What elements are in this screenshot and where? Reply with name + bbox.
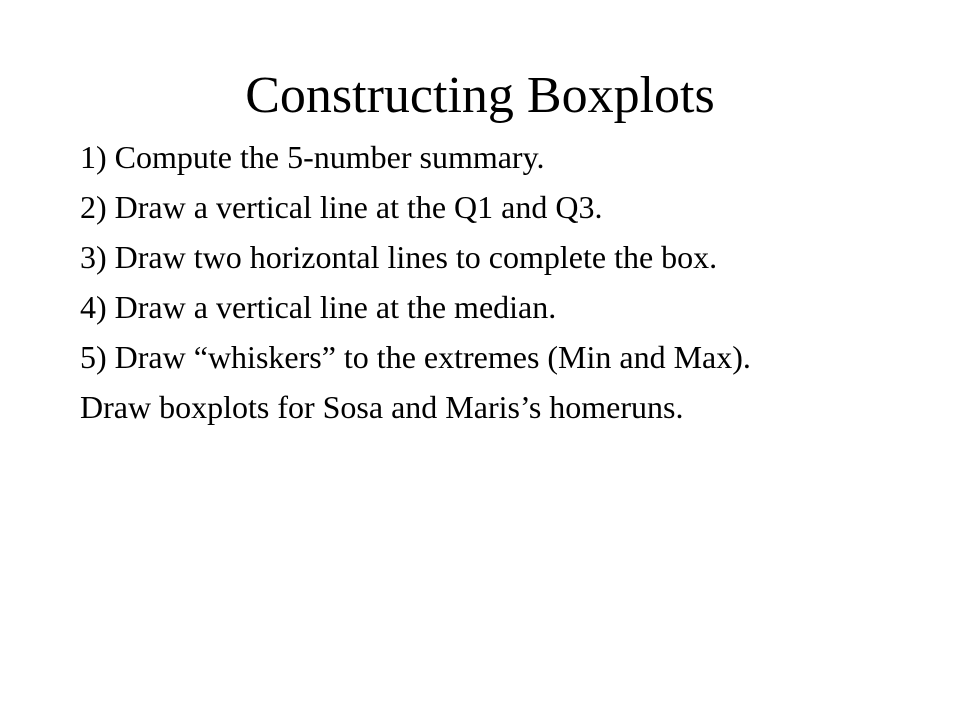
step-4: 4) Draw a vertical line at the median. (80, 289, 557, 325)
exercise-prompt: Draw boxplots for Sosa and Maris’s homeruns. (80, 389, 684, 425)
step-1: 1) Compute the 5-number summary. (80, 139, 545, 175)
step-3: 3) Draw two horizontal lines to complete the box. (80, 239, 718, 275)
step-2: 2) Draw a vertical line at the Q1 and Q3. (80, 189, 603, 225)
slide-title: Constructing Boxplots (245, 67, 715, 124)
step-5: 5) Draw “whiskers” to the extremes (Min and Max). (80, 339, 751, 375)
step-list (80, 138, 880, 438)
